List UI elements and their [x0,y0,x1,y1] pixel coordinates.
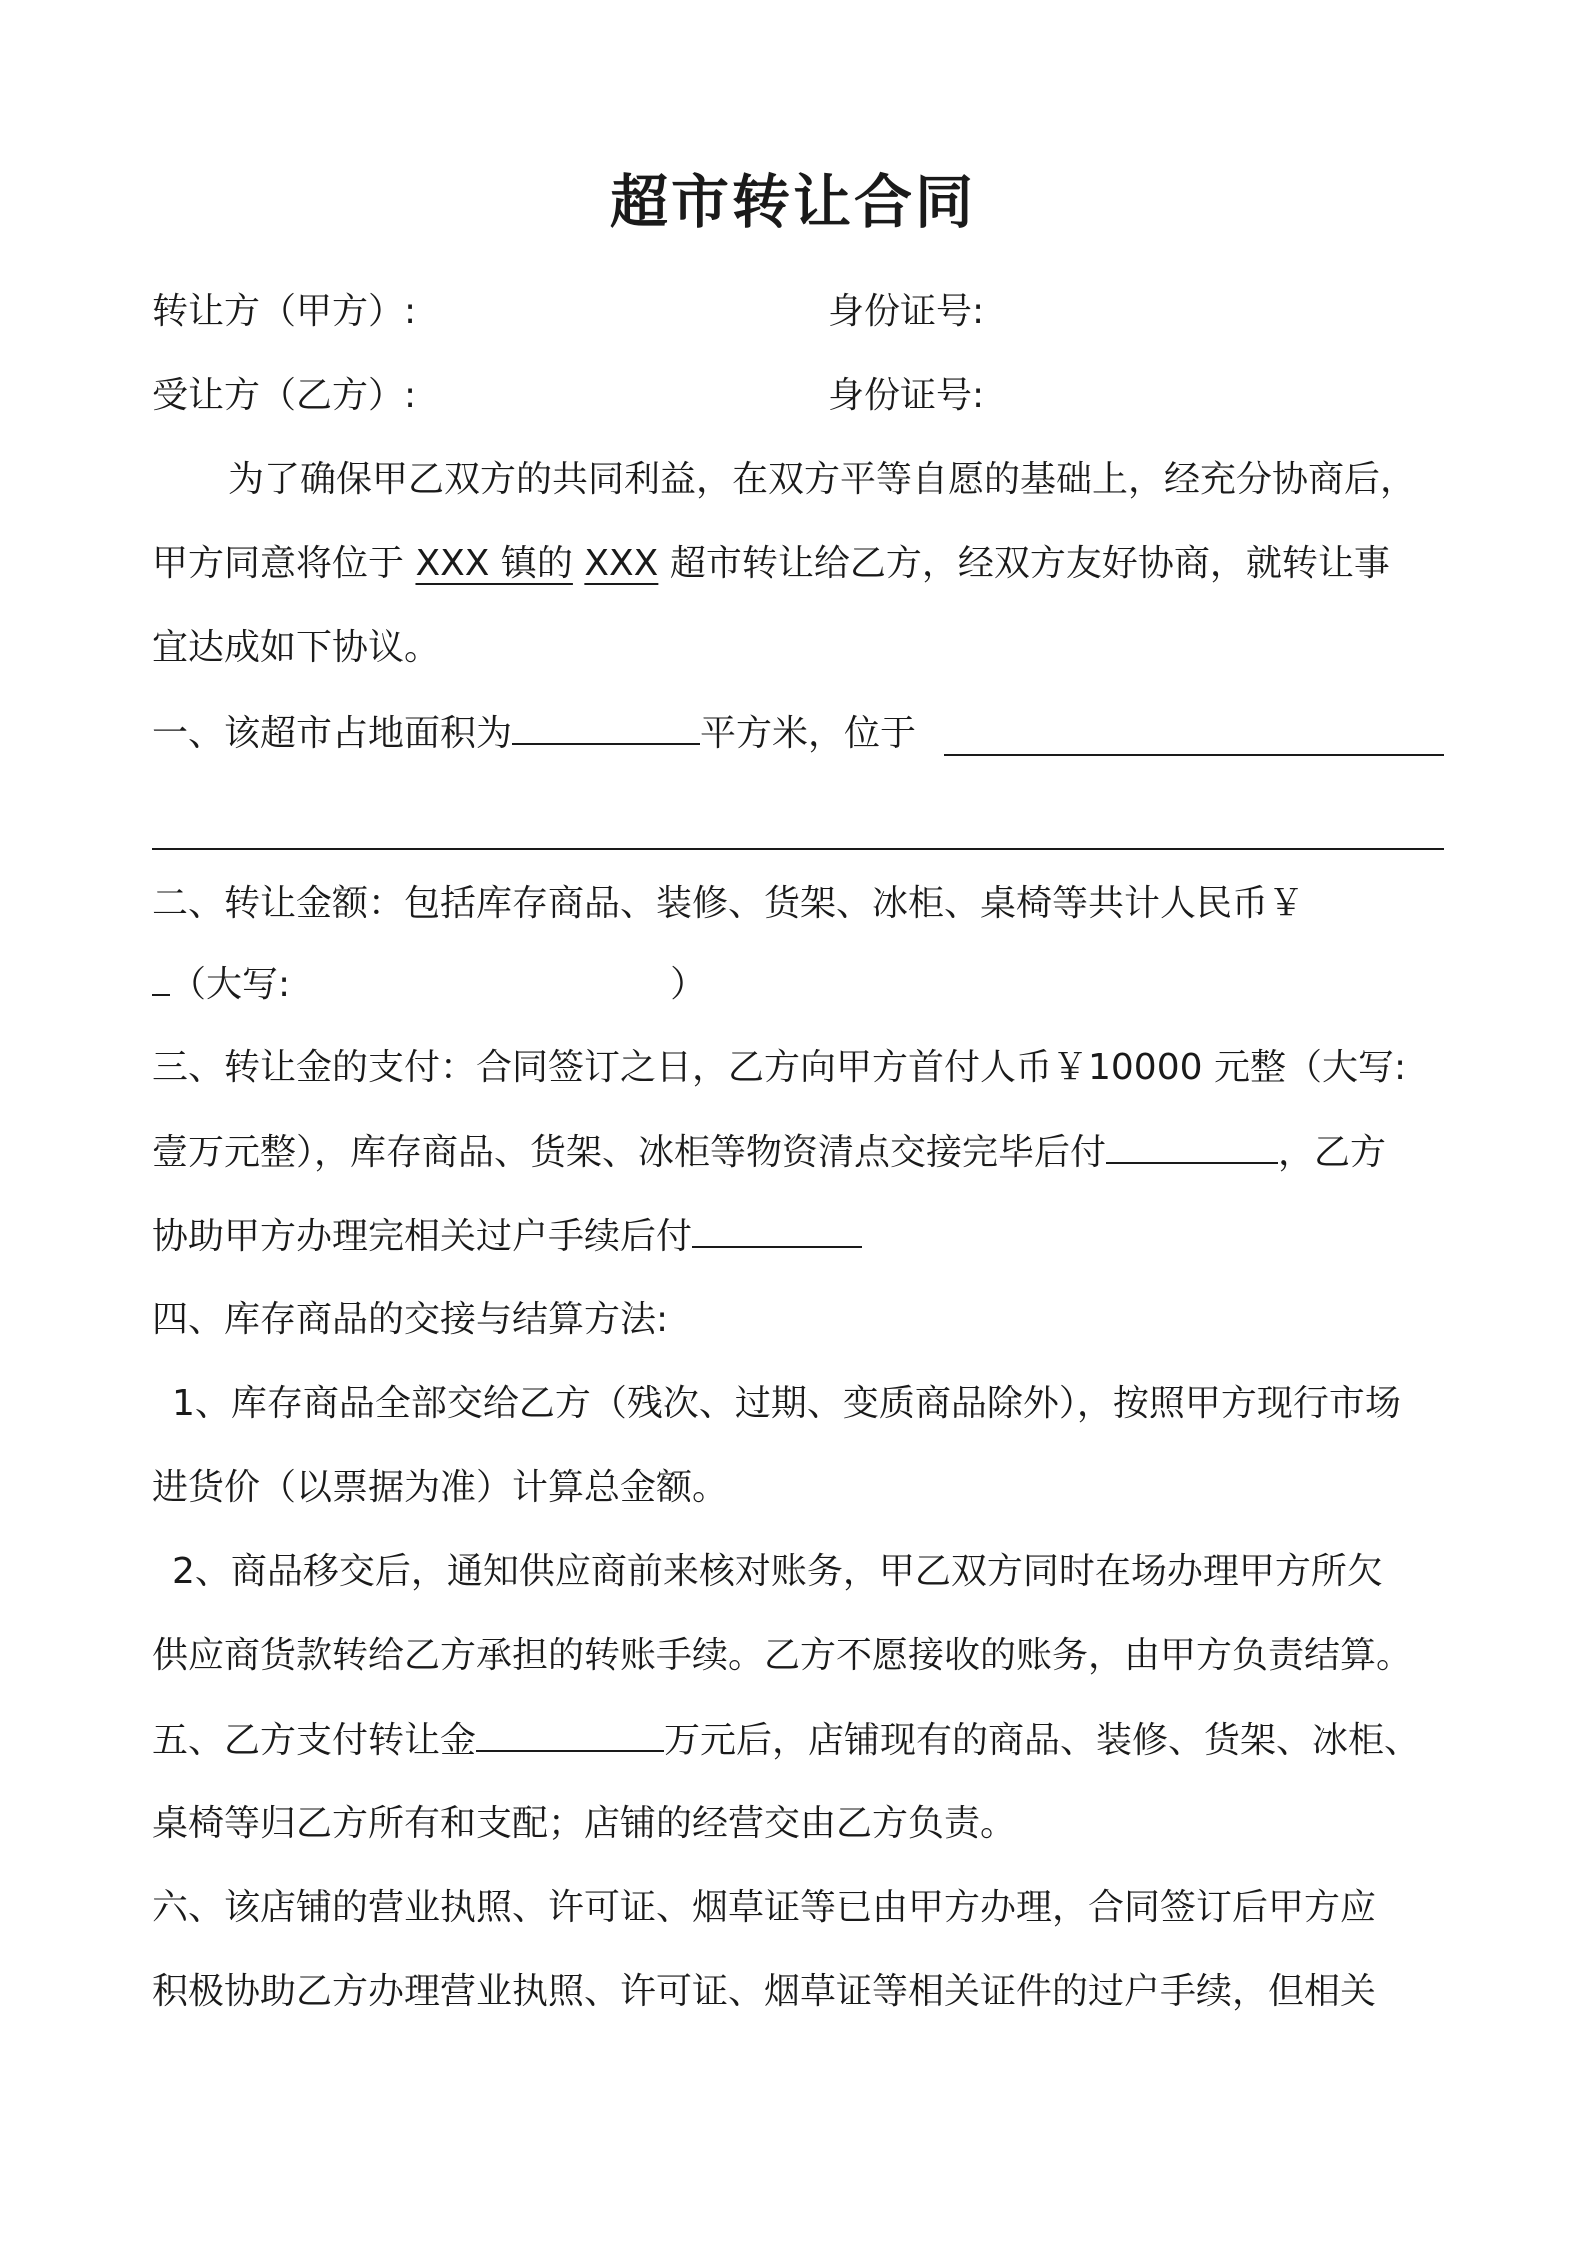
intro-line-3: 宜达成如下协议。 [152,627,441,668]
clause-5-suffix: 万元后，店铺现有的商品、装修、货架、冰柜、 [664,1720,1421,1761]
clause-6-line-2: 积极协助乙方办理营业执照、许可证、烟草证等相关证件的过户手续，但相关 [152,1971,1377,2012]
clause-2-line-2 [152,954,1444,1014]
clause-4-item-1-line-1: 1、库存商品全部交给乙方（残次、过期、变质商品除外），按照甲方现行市场 [172,1383,1401,1424]
clause-1-prefix: 一、该超市占地面积为 [152,713,513,754]
clause-6-line-1: 六、该店铺的营业执照、许可证、烟草证等已由甲方办理，合同签订后甲方应 [152,1887,1377,1928]
clause-3-line-2-prefix: 壹万元整），库存商品、货架、冰柜等物资清点交接完毕后付 [152,1132,1107,1173]
final-payment-blank[interactable] [692,1206,862,1248]
clause-3-line-3 [152,1206,862,1266]
intro-line-1: 为了确保甲乙双方的共同利益，在双方平等自愿的基础上，经充分协商后， [228,459,1417,500]
clause-5-prefix: 五、乙方支付转让金 [152,1720,477,1761]
transferor-id-label: 身份证号: [828,291,985,332]
intro-line-2-suffix: 超市转让给乙方，经双方友好协商，就转让事 [669,543,1390,584]
location-town-field: XXX 镇的 [415,543,573,584]
clause-4-item-1-line-2: 进货价（以票据为准）计算总金额。 [152,1467,729,1508]
location-blank-continued[interactable] [152,848,1444,850]
clause-5-line-1 [152,1710,1420,1770]
document-title: 超市转让合同 [609,168,976,236]
transferee-label: 受让方（乙方）: [152,375,417,416]
second-payment-blank[interactable] [1106,1122,1278,1164]
clause-3-line-2-suffix: ，乙方 [1278,1132,1387,1173]
clause-3-line-1: 三、转让金的支付：合同签订之日，乙方向甲方首付人币￥10000 元整（大写: [152,1047,1407,1088]
intro-line-2 [152,534,1390,594]
clause-1-mid: 平方米，位于 [700,713,917,754]
amount-blank[interactable] [152,954,170,996]
store-name-field: XXX [584,543,659,584]
transferee-id-label: 身份证号: [828,375,985,416]
clause-2-capital-open: （大写: [170,964,291,1005]
area-blank[interactable] [512,703,700,745]
intro-line-2-prefix: 甲方同意将位于 [152,543,405,584]
clause-2-capital-close: ） [670,964,707,1005]
clause-1-area [152,703,916,763]
transferor-label: 转让方（甲方）: [152,291,417,332]
clause-5-line-2: 桌椅等归乙方所有和支配；店铺的经营交由乙方负责。 [152,1803,1017,1844]
clause-4-item-2-line-2: 供应商货款转给乙方承担的转账手续。乙方不愿接收的账务，由甲方负责结算。 [152,1635,1413,1676]
clause-3-line-3-text: 协助甲方办理完相关过户手续后付 [152,1216,693,1257]
transfer-fee-blank[interactable] [476,1710,664,1752]
clause-4-heading: 四、库存商品的交接与结算方法: [152,1299,669,1340]
clause-3-line-2 [152,1122,1386,1182]
clause-2-line-1: 二、转让金额：包括库存商品、装修、货架、冰柜、桌椅等共计人民币￥ [152,883,1305,924]
location-blank[interactable] [944,754,1444,756]
clause-4-item-2-line-1: 2、商品移交后，通知供应商前来核对账务，甲乙双方同时在场办理甲方所欠 [172,1551,1383,1592]
